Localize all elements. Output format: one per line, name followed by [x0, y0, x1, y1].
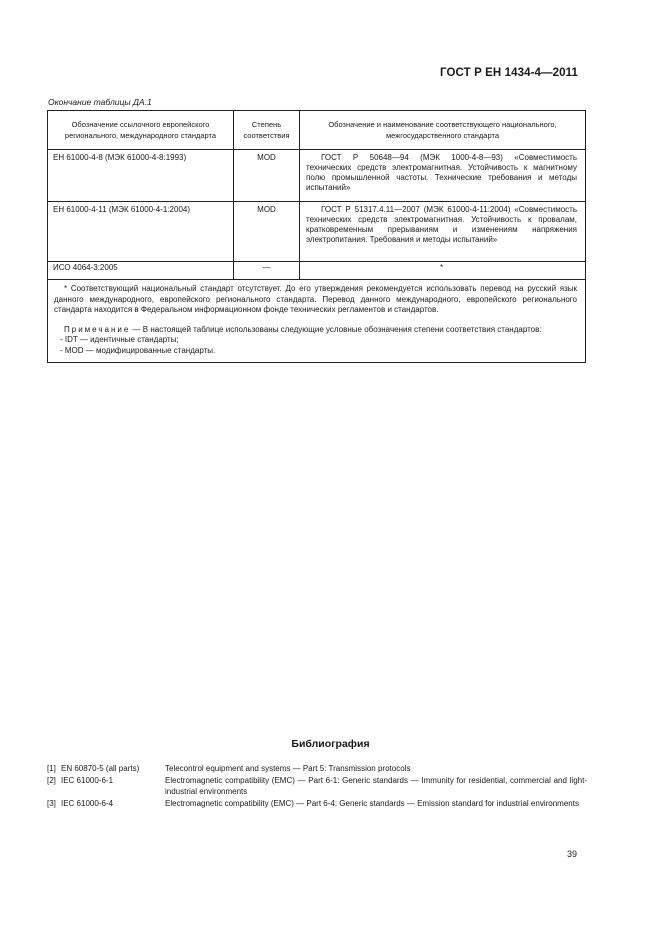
table-row	[48, 202, 586, 262]
cell-national: ГОСТ Р 51317.4.11—2007 (МЭК 61000-4-11:2004) «Совместимость технических средств электромагнитная. Устойчивость к провалам, кратковременным прерываниям и изменениям напряжения электропитания. Требования и методы испытаний»	[300, 202, 586, 262]
table-caption: Окончание таблицы ДА.1	[48, 97, 152, 107]
bibliography-entry	[47, 763, 587, 774]
document-standard-code: ГОСТ Р ЕН 1434-4—2011	[440, 67, 578, 79]
cell-national: ГОСТ Р 50648—94 (МЭК 1000-4-8—93) «Совместимость технических средств электромагнитная. Устойчивость к магнитному полю промышленной частоты. Технические требования и методы испытаний»	[300, 150, 586, 202]
entry-code: IEC 61000-6-4	[61, 799, 114, 808]
cell-reference: ЕН 61000-4-11 (МЭК 61000-4-1:2004)	[48, 202, 234, 262]
entry-number: [2]	[47, 776, 56, 785]
table-row	[48, 150, 586, 202]
bibliography-title: Библиография	[291, 738, 370, 750]
page-number: 39	[566, 849, 577, 859]
table-footnote-row	[48, 280, 586, 363]
note-label: Примечание	[64, 324, 131, 334]
column-header-national: Обозначение и наименование соответствующего национального, межгосударственного стандарта	[300, 111, 586, 150]
cell-degree: MOD	[234, 150, 300, 202]
entry-code: EN 60870-5 (all parts)	[61, 764, 140, 773]
legend-item: - IDT — идентичные стандарты;	[60, 335, 179, 344]
column-header-reference: Обозначение ссылочного европейского регионального, международного стандарта	[48, 111, 234, 150]
table-header-row	[48, 111, 586, 150]
entry-number: [3]	[47, 799, 56, 808]
bibliography-entry	[47, 798, 587, 809]
cell-degree: —	[234, 262, 300, 280]
cell-degree: MOD	[234, 202, 300, 262]
entry-title: Electromagnetic compatibility (EMC) — Part 6-4: Generic standards — Emission standard for industrial environments	[165, 799, 579, 808]
cell-national: *	[300, 262, 586, 280]
footnote-text: * Соответствующий национальный стандарт отсутствует. До его утверждения рекомендуется использовать перевод на русский язык данного международного, европейского регионального стандарта. Перевод данного международного, европейского регионального стандарта находится в Федеральном информационном фонде технических регламентов и стандартов.	[54, 284, 577, 314]
entry-number: [1]	[47, 764, 56, 773]
bibliography-entry	[47, 775, 587, 797]
table-footnote	[48, 280, 586, 363]
cell-reference: ЕН 61000-4-8 (МЭК 61000-4-8:1993)	[48, 150, 234, 202]
entry-code: IEC 61000-6-1	[61, 776, 114, 785]
entry-title: Telecontrol equipment and systems — Part 5: Transmission protocols	[165, 764, 411, 773]
bibliography-list	[47, 763, 587, 810]
cell-reference: ИСО 4064-3:2005	[48, 262, 234, 280]
reference-standards-table	[47, 110, 586, 363]
table-row	[48, 262, 586, 280]
note-text: — В настоящей таблице использованы следующие условные обозначения степени соответствия стандартов:	[132, 324, 542, 334]
legend-item: - MOD — модифицированные стандарты.	[60, 345, 216, 355]
column-header-degree: Степень соответствия	[234, 111, 300, 150]
entry-title: Electromagnetic compatibility (EMC) — Part 6-1: Generic standards — Immunity for residential, commercial and light-industrial environments	[165, 776, 587, 796]
table-note	[54, 325, 577, 336]
